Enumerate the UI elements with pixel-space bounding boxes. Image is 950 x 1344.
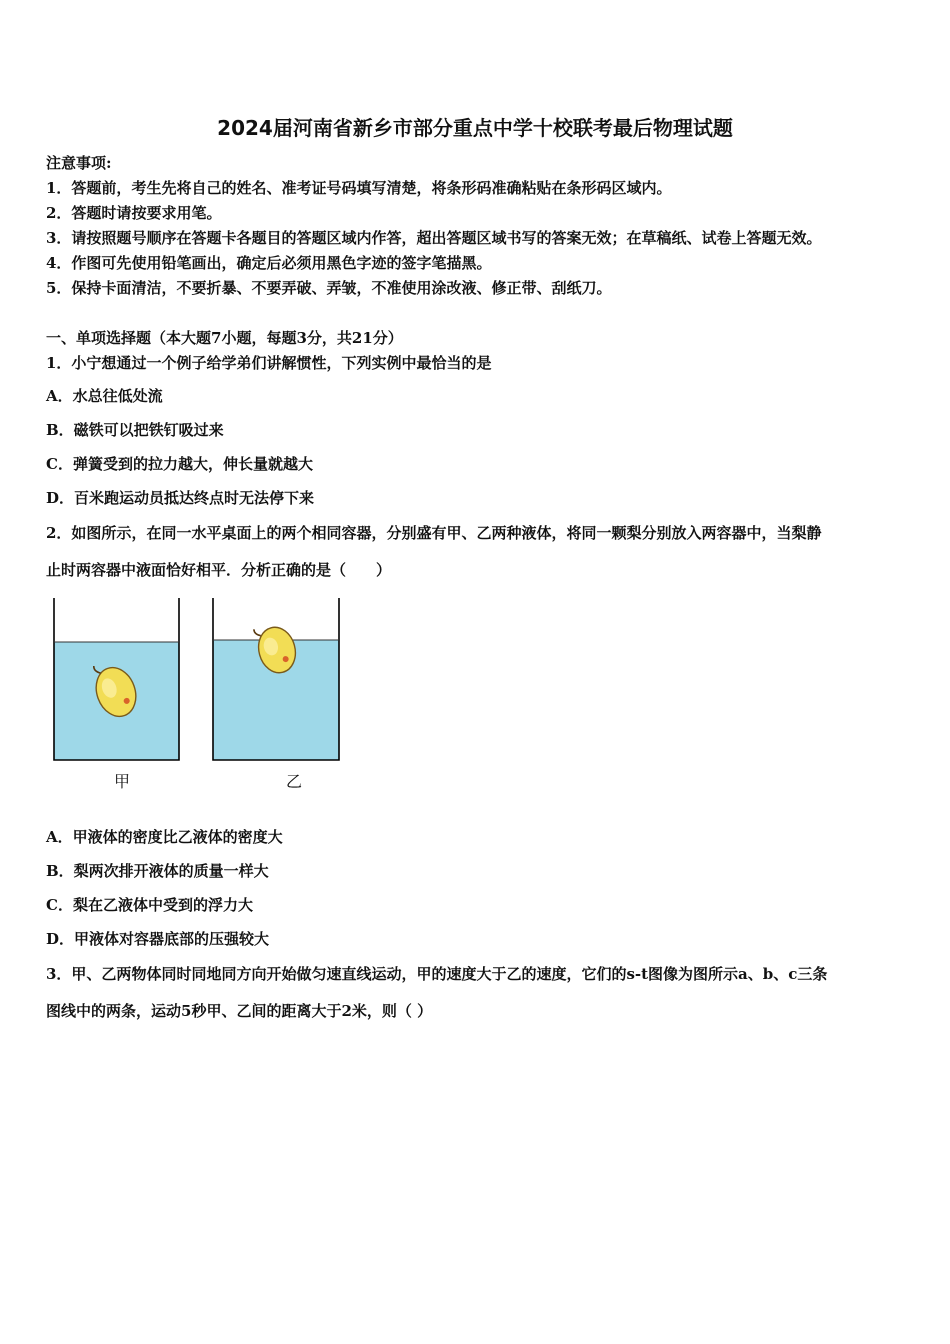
notice-item: 3．请按照题号顺序在答题卡各题目的答题区域内作答，超出答题区域书写的答案无效；在草稿纸、试卷上答题无效。 <box>46 229 822 247</box>
right-figure-label: 乙 <box>286 772 303 791</box>
option-a: A．甲液体的密度比乙液体的密度大 <box>46 828 283 846</box>
option-c: C．弹簧受到的拉力越大，伸长量就越大 <box>46 455 313 473</box>
notice-item: 4．作图可先使用铅笔画出，确定后必须用黑色字迹的签字笔描黑。 <box>46 254 492 272</box>
two-containers-figure <box>40 595 360 800</box>
question-stem-line-2: 止时两容器中液面恰好相平．分析正确的是（ ） <box>46 561 392 579</box>
page-title: 2024届河南省新乡市部分重点中学十校联考最后物理试题 <box>217 116 733 140</box>
notice-heading: 注意事项: <box>46 154 112 172</box>
option-d: D．甲液体对容器底部的压强较大 <box>46 930 270 948</box>
option-a: A．水总往低处流 <box>46 387 163 405</box>
option-b: B．磁铁可以把铁钉吸过来 <box>46 421 224 439</box>
left-figure-label: 甲 <box>114 772 131 791</box>
option-d: D．百米跑运动员抵达终点时无法停下来 <box>46 489 315 507</box>
option-c: C．梨在乙液体中受到的浮力大 <box>46 896 253 914</box>
question-stem-line-1: 3．甲、乙两物体同时同地同方向开始做匀速直线运动，甲的速度大于乙的速度，它们的s-t图像为图所示a、b、c三条 <box>46 965 828 983</box>
question-stem-line-1: 2．如图所示，在同一水平桌面上的两个相同容器，分别盛有甲、乙两种液体，将同一颗梨分别放入两容器中，当梨静 <box>46 524 822 542</box>
question-stem-line-2: 图线中的两条，运动5秒甲、乙间的距离大于2米，则（ ） <box>46 1002 433 1020</box>
notice-item: 5．保持卡面清洁，不要折暴、不要弄破、弄皱，不准使用涂改液、修正带、刮纸刀。 <box>46 279 612 297</box>
option-b: B．梨两次排开液体的质量一样大 <box>46 862 269 880</box>
section-heading: 一、单项选择题（本大题7小题，每题3分，共21分） <box>46 329 403 347</box>
question-stem: 1．小宁想通过一个例子给学弟们讲解惯性，下列实例中最恰当的是 <box>46 354 492 372</box>
notice-item: 1．答题前，考生先将自己的姓名、准考证号码填写清楚，将条形码准确粘贴在条形码区域内。 <box>46 179 672 197</box>
containers-svg <box>40 595 360 800</box>
notice-item: 2．答题时请按要求用笔。 <box>46 204 222 222</box>
